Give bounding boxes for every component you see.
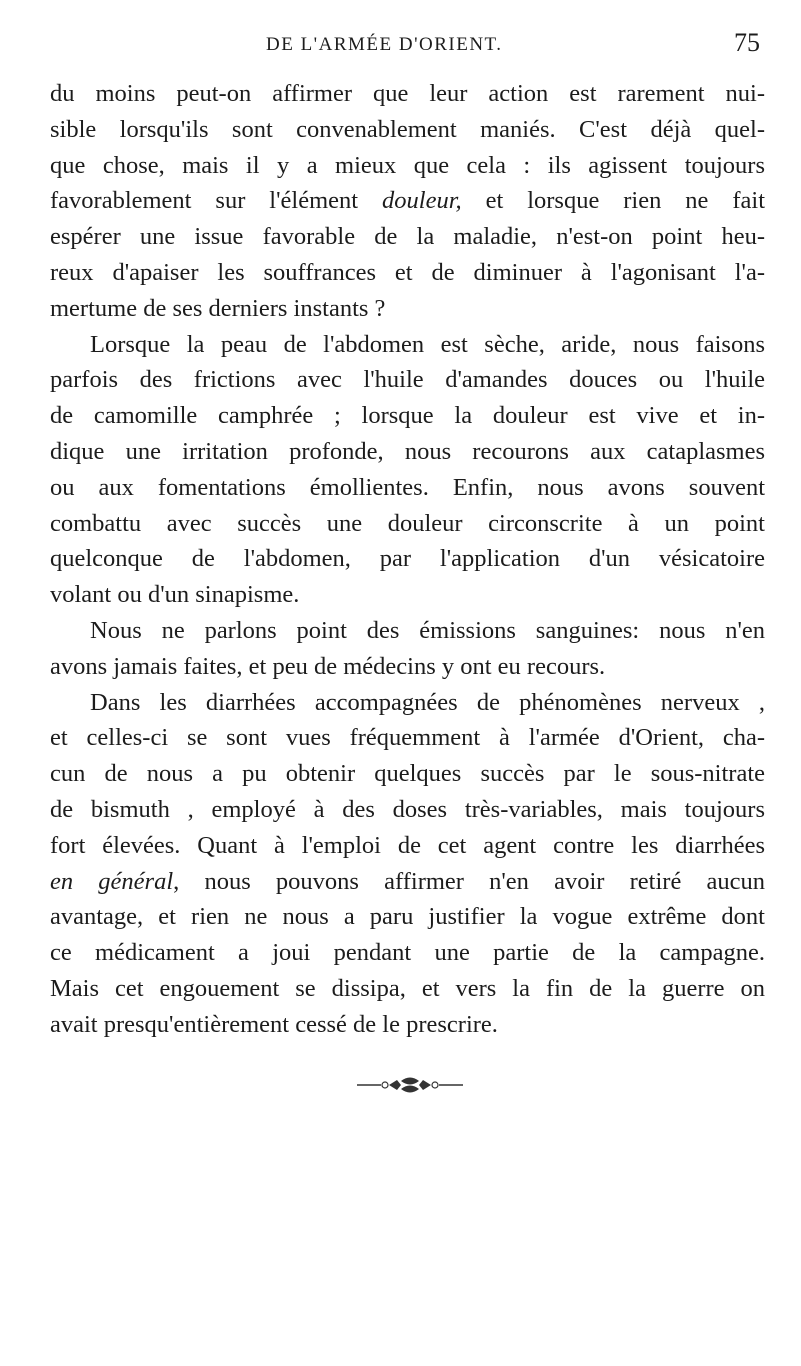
text-segment: , nous pouvons affirmer n'en avoir retiré aucun	[173, 867, 765, 895]
text-line: de bismuth , employé à des doses très-variables, mais toujours	[50, 795, 765, 823]
text-line: avantage, et rien ne nous a paru justifier la vogue extrême dont	[50, 903, 765, 931]
text-line: dique une irritation profonde, nous recourons aux cataplasmes	[50, 437, 765, 465]
page-number: 75	[734, 28, 760, 57]
text-line: ce médicament a joui pendant une partie de la campagne.	[50, 939, 765, 967]
text-line: Nous ne parlons point des émissions sanguines: nous n'en	[90, 616, 765, 644]
text-segment: favorablement sur l'élément	[50, 187, 383, 215]
ornament-divider-icon	[355, 1075, 465, 1095]
text-line: volant ou d'un sinapisme.	[50, 581, 300, 609]
text-line: parfois des frictions avec l'huile d'amandes douces ou l'huile	[50, 366, 765, 394]
text-line: reux d'apaiser les souffrances et de diminuer à l'agonisant l'a-	[50, 258, 765, 286]
text-line: combattu avec succès une douleur circonscrite à un point	[50, 509, 765, 537]
text-line: Lorsque la peau de l'abdomen est sèche, aride, nous faisons	[90, 330, 765, 358]
italic-term: en général	[50, 867, 174, 895]
text-line: ou aux fomentations émollientes. Enfin, nous avons souvent	[50, 473, 765, 501]
text-line: avait presqu'entièrement cessé de le prescrire.	[50, 1010, 498, 1038]
text-line: avons jamais faites, et peu de médecins y ont eu recours.	[50, 652, 606, 680]
text-line: sible lorsqu'ils sont convenablement maniés. C'est déjà quel-	[50, 115, 765, 143]
text-line: mertume de ses derniers instants ?	[50, 294, 386, 322]
text-line: de camomille camphrée ; lorsque la douleur est vive et in-	[50, 402, 765, 430]
text-line: Mais cet engouement se dissipa, et vers la fin de la guerre on	[50, 974, 765, 1002]
text-line: cun de nous a pu obtenir quelques succès par le sous-nitrate	[50, 760, 765, 788]
text-line: Dans les diarrhées accompagnées de phénomènes nerveux ,	[90, 688, 765, 716]
running-header	[60, 28, 760, 68]
text-line: quelconque de l'abdomen, par l'application d'un vésicatoire	[50, 545, 765, 573]
body-text	[50, 76, 765, 1043]
text-segment: et lorsque rien ne fait	[461, 187, 765, 215]
text-line	[50, 183, 765, 219]
text-line	[50, 864, 765, 900]
running-title: DE L'ARMÉE D'ORIENT.	[266, 34, 503, 55]
text-line: et celles-ci se sont vues fréquemment à l'armée d'Orient, cha-	[50, 724, 765, 752]
text-line: que chose, mais il y a mieux que cela : ils agissent toujours	[50, 151, 765, 179]
italic-term: douleur,	[382, 187, 462, 215]
text-line: du moins peut-on affirmer que leur action est rarement nui-	[50, 80, 765, 107]
text-line: espérer une issue favorable de la maladie, n'est-on point heu-	[50, 223, 765, 251]
text-line: fort élevées. Quant à l'emploi de cet agent contre les diarrhées	[50, 831, 765, 859]
